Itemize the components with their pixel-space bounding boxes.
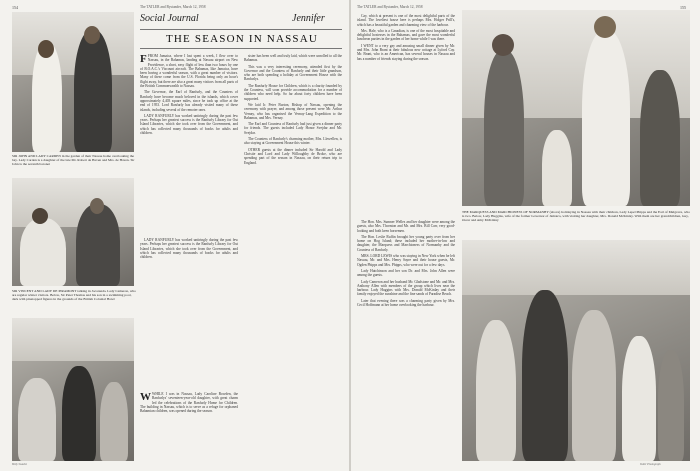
para-left-c2-6: The Countess of Ranfurly's charming mother, Mrs. Llewellen, is also staying at Government House this winter.	[244, 137, 342, 146]
right-folio: 155	[680, 5, 686, 10]
right-running-head: The TATLER and Bystander, March 12, 1958	[357, 5, 423, 9]
para-left-4: LADY RANFURLY has worked untiringly during the past few years. Perhaps her greatest success is the Ranfurly Library for Out Island Libraries, which she took over from the Government, and which has collected many thousands of books for adults and children.	[140, 238, 238, 260]
left-col1-bottom	[140, 392, 238, 464]
caption-normanby: THE MARQUESS AND MARCHIONESS OF NORMANBY (above) holidaying in Nassau with their children, Lady Lepel Phipps and the Earl of Mulgrave, who is two. Below, Lady Huggins, wife of the former Governor of Jamaica, with visiting her daughter, Mrs. Donald McKinlay. With them are her grandchildren, Guy, Oscar and Amy McKinlay	[462, 210, 690, 222]
para-left-3: LADY RANFURLY has worked untiringly during the past few years. Perhaps her greatest success is the Ranfurly Library for Out Island Libraries, which she took over from the Government, and which has collected many thousands of books for adults and children.	[140, 113, 238, 136]
para-right-2: Mrs. Hale, who is a Canadian, is one of the most hospitable and delightful hostesses in the Bahamas, and gave the most wonderful luncheon parties in the garden of her home while I was there.	[357, 28, 455, 42]
left-col2	[244, 54, 342, 464]
title-rule-bottom	[140, 48, 342, 49]
left-col1	[140, 54, 238, 234]
para-right-c2-2: The Hon. Leslie Ruffin brought her young party over from her home on Hog Island; these included her mother-in-law and daughter, the Marquess and Marchioness of Normanby and the Countess of Ranfurly.	[357, 234, 455, 252]
gutter	[349, 0, 351, 471]
title-rule-top	[140, 29, 342, 30]
para-right-3: I WENT to a very gay and amusing small dinner given by Mr. and Mrs. John Brant at their fabulous new cottage at Lyford Cay. Mr. Brant, who is an American, has several houses in Nassau and has a number of friends staying during the season.	[357, 43, 455, 61]
para-right-c2-4: Lady Hutchinson and her son Dr. and Mrs. John Allen were among the guests.	[357, 268, 455, 278]
left-running-head: The TATLER and Bystander, March 12, 1958	[140, 5, 206, 9]
left-folio: 154	[12, 5, 18, 10]
photo-normanby-family	[462, 10, 690, 206]
credit-right: Tatler Photograph	[640, 463, 661, 466]
article-title: THE SEASON IN NASSAU	[165, 33, 319, 45]
photo-huggins-family	[462, 240, 690, 461]
section-title-social-journal: Social Journal	[140, 13, 199, 24]
para-left-2: The Governor, the Earl of Ranfurly, and the Countess of Ranfurly have become much beloved in the islands, which cover approximately 4,403 square miles, since he took up office at the end of 1953. Lord Ranfurly has already visited many of these islands, including several of the remoter ones.	[140, 90, 238, 112]
para-left-c2-2: This was a very interesting ceremony, attended first by the Governor and the Countess of Ranfurly and their little grandson, who are both spending a holiday at Government House with the Ranfurlys.	[244, 64, 342, 82]
right-col2	[357, 220, 455, 464]
para-right-c3-1: Lady Cameron and her husband Mr. Gladstone and Mr. and Mrs. Anthony Allen with members of the group which lives near the harbour. Lady Huggins with Mrs. Donald McKinlay and their family enjoyed the sunshine and the fine sands of Paradise Beach.	[357, 279, 455, 297]
para-left-c2-4: We laid Ir. Peter Burton, Bishop of Nassau, opening the ceremony with prayer, and among those present were Mr. Arthur Vernay, who has organised the Vernay-Lang Expedition to the Bahamas, and Mrs. Vernay.	[244, 102, 342, 120]
para-right-c2-1: The Hon. Mrs. Sumner Welles and her daughter were among the guests, also Mrs. Thornton and Mr. and Mrs. Bill Carr, very good-looking and both keen horsemen.	[357, 220, 455, 233]
para-left-5: WHILE I was in Nassau, Lady Caroline Bowden, the Ranfurlys' seventeen-year-old daughter, with great charm led the celebrations of the Ranfurly Home for Children. The building in Nassau, which is to serve as a refuge for orphaned Bahamian children, was opened during the season.	[140, 392, 238, 414]
right-col1	[357, 14, 455, 214]
para-right-1: Cay, which at present is one of the most delightful parts of the island. The loveliest house here is perhaps Mrs. Holger Prill's, which has a beautiful garden and charming view of the harbour.	[357, 14, 455, 27]
left-col1-middle	[140, 238, 238, 388]
para-right-c2-3: MRS. LORD LEWIS who was staying in New York when he left Nassau, Mr. and Mrs. Henry Sayre and their house guests, Mr. Ogden Phipps and Mrs. Phipps, who were out for a few days.	[357, 254, 455, 267]
dropcap-F: F	[140, 54, 147, 65]
credit-left: Betty Swaebe	[12, 463, 27, 466]
photo-pool-party	[12, 318, 134, 461]
para-left-c2-3: The Ranfurly House for Children, which is a charity founded by the Countess, will soon provide accommodation for a number of children who need help. So far about forty children have been supported.	[244, 83, 342, 101]
caption-de-piramont: SIR VINCENT AND LADY DE PIRAMONT talking in Jacaranda. Lady Cameron, who are regular winter visitors. Below, Sir Peter Thomas and his son in a swimming pool, dark with pinetopped figures in the grounds of the British Colonial Hotel	[12, 289, 136, 301]
para-right-c3-2: Later that evening there was a charming party given by Mrs. Cecil Hoffmann at her home overlooking the harbour.	[357, 298, 455, 308]
para-left-c2-7: OTHER guests at the dinner included Sir Harold and Lady Christie and Lord and Lady Willoughby de Broke, who are spending part of the season in Nassau, on their return trip to England.	[244, 147, 342, 165]
para-left-1: FROM Jamaica, where I last spent a week, I flew over to Nassau, in the Bahamas, landing at Nassau airport on New Providence, a short, easy flight of less than two hours by one of B.O.A.C.'s Viscount aircraft. The Bahamas, like Jamaica, have been having a wonderful season, with a great number of visitors. Many of these come from the U.S. Florida being only an hour's flight away, but there are also a great many visitors from all parts of the British Commonwealth to Nassau.	[140, 54, 238, 89]
photo-de-piramont	[12, 178, 134, 286]
caption-carden: SIR JOHN AND LADY CARDEN in the garden of their Nassau home overlooking the bay. Lady Carden is a daughter of the late Mr. Robert de Haven and Mrs. de Haven. Sir John is the seventh baronet	[12, 154, 135, 166]
dropcap-W: W	[140, 392, 151, 403]
section-title-jennifer: Jennifer	[292, 13, 325, 24]
para-left-c2-1: sister has been well and truly laid, which were unrolled to all the Bahamas.	[244, 54, 342, 63]
para-left-c2-5: The Earl and Countess of Ranfurly had just given a dinner party for friends. The guests included Lady Honor Svejdar and Mr. Svejdar.	[244, 122, 342, 135]
photo-carden-couple	[12, 12, 134, 152]
